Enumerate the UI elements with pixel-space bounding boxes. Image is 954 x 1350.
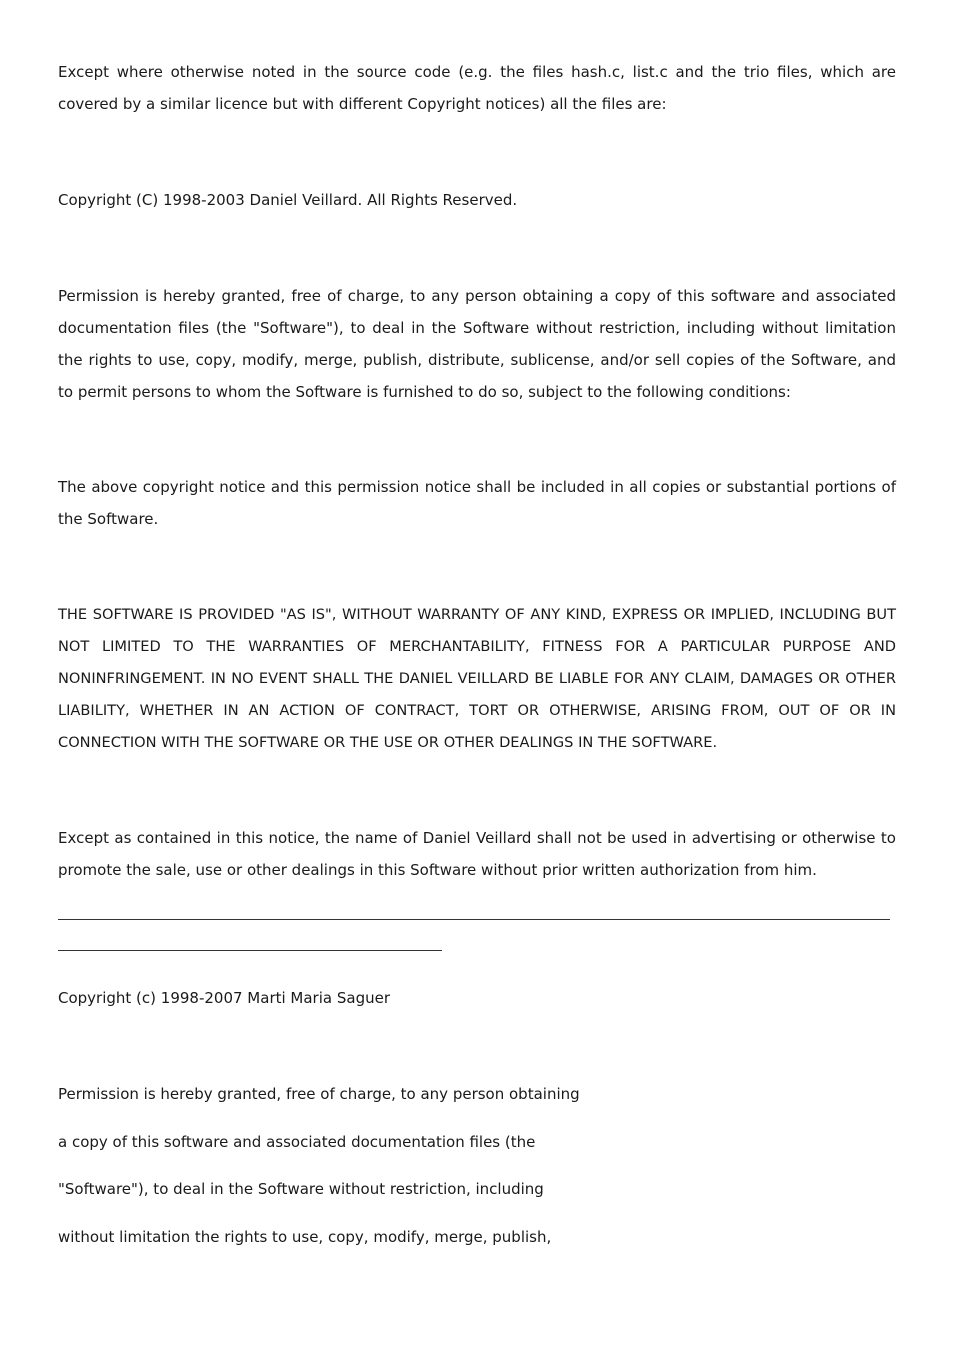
permission-paragraph: Permission is hereby granted, free of charge, to any person obtaining a copy of this software and associated documentation files (the "Software"), to deal in the Software without restriction, including without limitation the rights to use, copy, modify, merge, publish, distribute, sublicense, and/or sell copies of the Software, and to permit persons to whom the Software is furnished to do so, subject to the following conditions: <box>58 287 896 401</box>
saguer-copyright-line: Copyright (c) 1998-2007 Marti Maria Saguer <box>58 989 390 1007</box>
permission-line: without limitation the rights to use, copy, modify, merge, publish, <box>58 1228 552 1246</box>
separator-line-long <box>58 919 890 920</box>
separator-line-short <box>58 950 442 951</box>
permission-line: "Software"), to deal in the Software without restriction, including <box>58 1180 544 1198</box>
advertising-clause-paragraph: Except as contained in this notice, the name of Daniel Veillard shall not be used in advertising or otherwise to promote the sale, use or other dealings in this Software without prior written authorization from him. <box>58 829 896 879</box>
permission-line: Permission is hereby granted, free of charge, to any person obtaining <box>58 1085 580 1103</box>
veillard-copyright-line: Copyright (C) 1998-2003 Daniel Veillard. All Rights Reserved. <box>58 191 518 209</box>
permission-line: a copy of this software and associated documentation files (the <box>58 1133 536 1151</box>
warranty-disclaimer-paragraph: THE SOFTWARE IS PROVIDED "AS IS", WITHOUT WARRANTY OF ANY KIND, EXPRESS OR IMPLIED, INCLUDING BUT NOT LIMITED TO THE WARRANTIES OF MERCHANTABILITY, FITNESS FOR A PARTICULAR PURPOSE AND NONINFRINGEMENT. IN NO EVENT SHALL THE DANIEL VEILLARD BE LIABLE FOR ANY CLAIM, DAMAGES OR OTHER LIABILITY, WHETHER IN AN ACTION OF CONTRACT, TORT OR OTHERWISE, ARISING FROM, OUT OF OR IN CONNECTION WITH THE SOFTWARE OR THE USE OR OTHER DEALINGS IN THE SOFTWARE. <box>58 606 896 751</box>
intro-paragraph: Except where otherwise noted in the source code (e.g. the files hash.c, list.c and the trio files, which are covered by a similar licence but with different Copyright notices) all the files are: <box>58 63 896 113</box>
notice-paragraph: The above copyright notice and this permission notice shall be included in all copies or substantial portions of the Software. <box>58 478 896 528</box>
